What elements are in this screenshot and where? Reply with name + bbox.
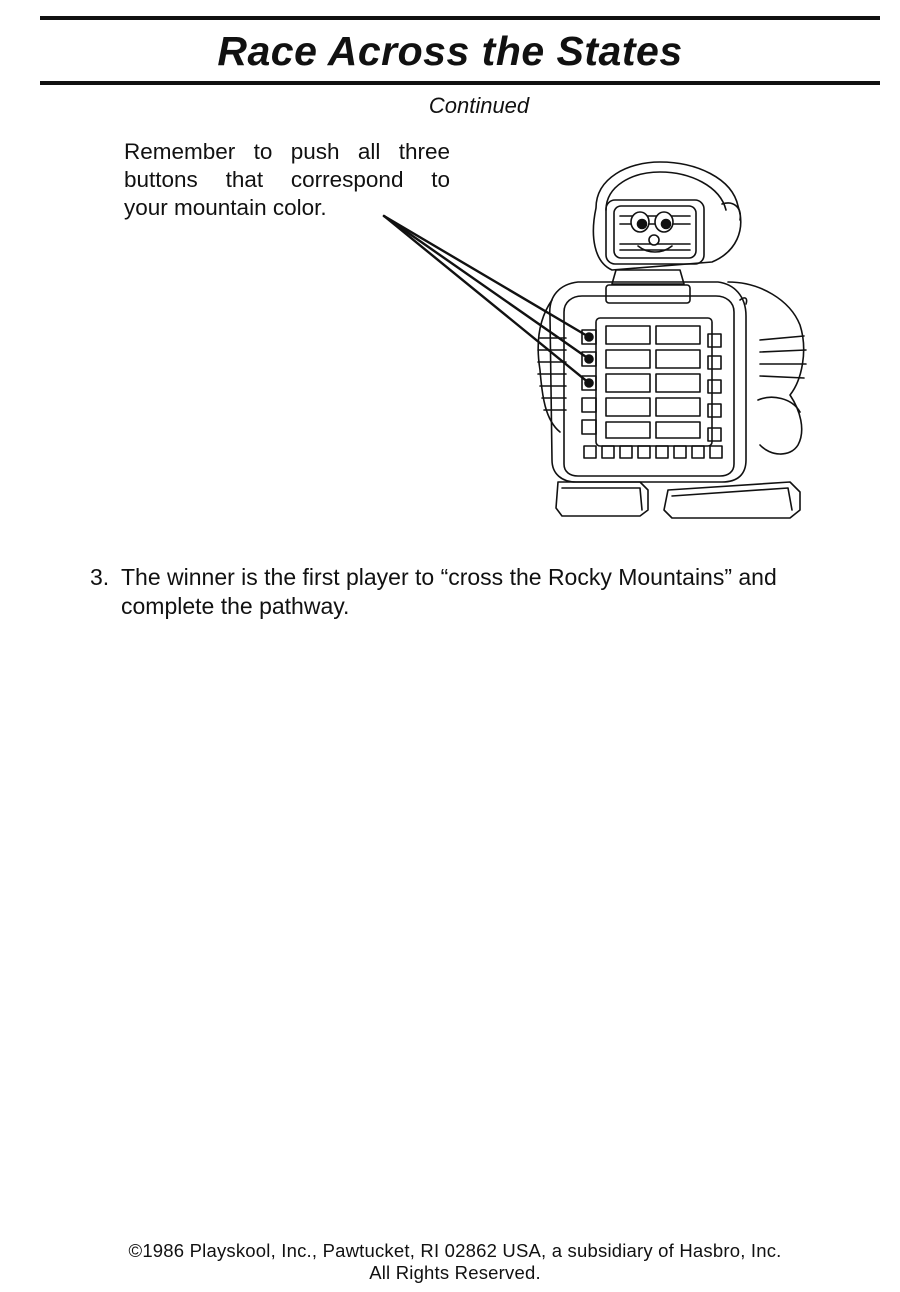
robot-right-arm bbox=[728, 282, 806, 454]
robot-game-icon bbox=[370, 150, 820, 530]
header-bottom-rule bbox=[40, 81, 880, 85]
rights-line: All Rights Reserved. bbox=[369, 1262, 541, 1283]
header-top-rule bbox=[40, 16, 880, 20]
step-text: The winner is the first player to “cross the Rocky Mountains” and complete the pathway. bbox=[121, 564, 777, 619]
page-subtitle: Continued bbox=[428, 93, 530, 118]
robot-face-screen bbox=[606, 200, 704, 264]
robot-right-buttons bbox=[708, 334, 721, 441]
footer bbox=[0, 1240, 900, 1284]
robot-left-foot bbox=[556, 482, 648, 516]
copyright-line: ©1986 Playskool, Inc., Pawtucket, RI 02862 USA, a subsidiary of Hasbro, Inc. bbox=[128, 1240, 782, 1261]
pointer-lines bbox=[384, 216, 589, 383]
robot-right-foot bbox=[664, 482, 800, 518]
callout-line: your mountain color. bbox=[124, 195, 327, 220]
robot-bottom-buttons bbox=[584, 446, 722, 458]
robot-chest-slot bbox=[606, 285, 690, 303]
callout-line: Remember to push all three bbox=[124, 139, 450, 164]
callout-line: buttons that correspond to bbox=[124, 167, 450, 192]
step-number: 3. bbox=[90, 564, 110, 590]
page-title: Race Across the States bbox=[217, 28, 683, 74]
robot-body bbox=[550, 282, 746, 482]
robot-screen-grid bbox=[596, 318, 712, 446]
